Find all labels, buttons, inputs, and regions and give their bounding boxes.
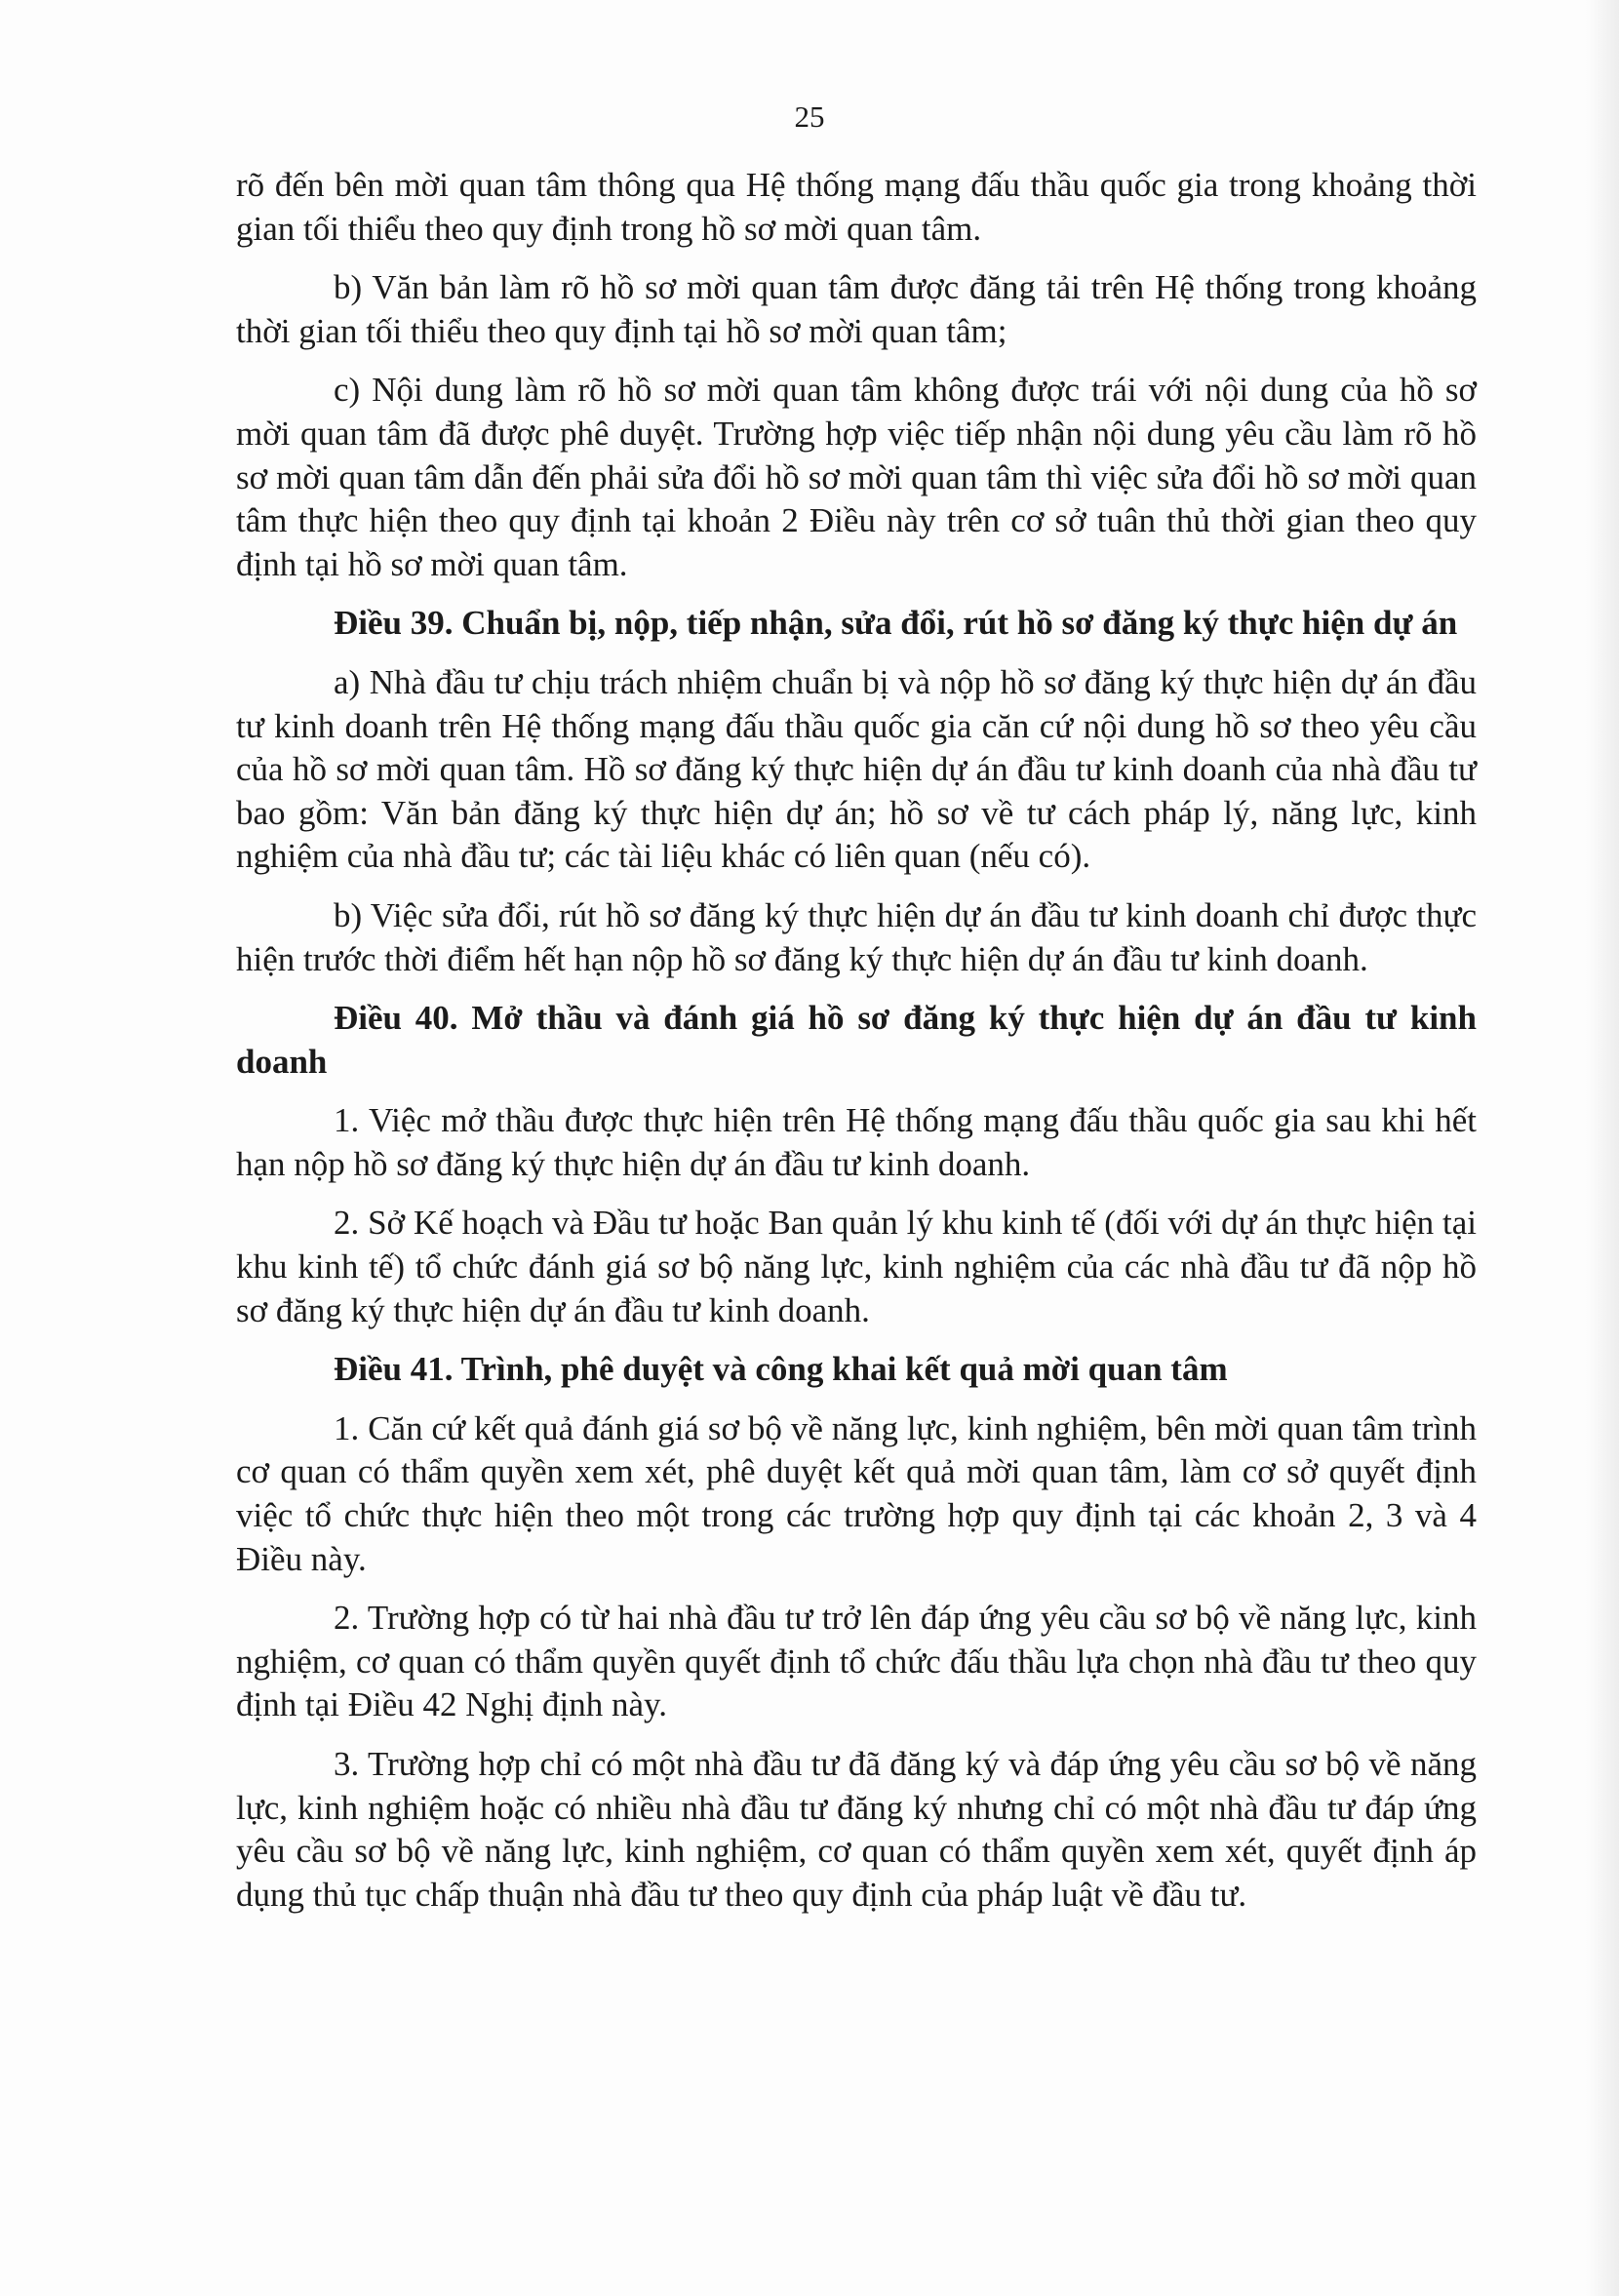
article-41-clause-3: 3. Trường hợp chỉ có một nhà đầu tư đã đăng ký và đáp ứng yêu cầu sơ bộ về năng lực, kinh nghiệm hoặc có nhiều nhà đầu tư đăng ký nhưng chỉ có một nhà đầu tư đáp ứng yêu cầu sơ bộ về năng lực, kinh nghiệm, cơ quan có thẩm quyền xem xét, quyết định áp dụng thủ tục chấp thuận nhà đầu tư theo quy định của pháp luật về đầu tư.	[236, 1745, 1477, 1914]
article-41-clause-1: 1. Căn cứ kết quả đánh giá sơ bộ về năng lực, kinh nghiệm, bên mời quan tâm trình cơ quan có thẩm quyền xem xét, phê duyệt kết quả mời quan tâm, làm cơ sở quyết định việc tổ chức thực hiện theo một trong các trường hợp quy định tại các khoản 2, 3 và 4 Điều này.	[236, 1408, 1477, 1578]
paragraph-item-b: b) Văn bản làm rõ hồ sơ mời quan tâm được đăng tải trên Hệ thống trong khoảng thời gian tối thiểu theo quy định tại hồ sơ mời quan tâm;	[236, 268, 1477, 350]
article-40-heading: Điều 40. Mở thầu và đánh giá hồ sơ đăng ký thực hiện dự án đầu tư kinh doanh	[236, 999, 1477, 1081]
page-number: 25	[794, 99, 825, 134]
paragraph-item-c: c) Nội dung làm rõ hồ sơ mời quan tâm không được trái với nội dung của hồ sơ mời quan tâm đã được phê duyệt. Trường hợp việc tiếp nhận nội dung yêu cầu làm rõ hồ sơ mời quan tâm dẫn đến phải sửa đổi hồ sơ mời quan tâm thì việc sửa đổi hồ sơ mời quan tâm thực hiện theo quy định tại khoản 2 Điều này trên cơ sở tuân thủ thời gian theo quy định tại hồ sơ mời quan tâm.	[236, 371, 1477, 583]
document-body	[236, 164, 1477, 1917]
article-41-clause-2: 2. Trường hợp có từ hai nhà đầu tư trở lên đáp ứng yêu cầu sơ bộ về năng lực, kinh nghiệm, cơ quan có thẩm quyền quyết định tổ chức đấu thầu lựa chọn nhà đầu tư theo quy định tại Điều 42 Nghị định này.	[236, 1599, 1477, 1724]
article-39-item-a: a) Nhà đầu tư chịu trách nhiệm chuẩn bị và nộp hồ sơ đăng ký thực hiện dự án đầu tư kinh doanh trên Hệ thống mạng đấu thầu quốc gia căn cứ nội dung hồ sơ theo yêu cầu của hồ sơ mời quan tâm. Hồ sơ đăng ký thực hiện dự án đầu tư kinh doanh của nhà đầu tư bao gồm: Văn bản đăng ký thực hiện dự án; hồ sơ về tư cách pháp lý, năng lực, kinh nghiệm của nhà đầu tư; các tài liệu khác có liên quan (nếu có).	[236, 662, 1477, 876]
article-41-heading: Điều 41. Trình, phê duyệt và công khai kết quả mời quan tâm	[334, 1350, 1228, 1389]
scan-edge-shadow	[1586, 0, 1619, 2296]
article-39-item-b: b) Việc sửa đổi, rút hồ sơ đăng ký thực hiện dự án đầu tư kinh doanh chỉ được thực hiện trước thời điểm hết hạn nộp hồ sơ đăng ký thực hiện dự án đầu tư kinh doanh.	[236, 895, 1477, 978]
paragraph-continuation: rõ đến bên mời quan tâm thông qua Hệ thống mạng đấu thầu quốc gia trong khoảng thời gian tối thiểu theo quy định trong hồ sơ mời quan tâm.	[236, 166, 1477, 248]
article-40-clause-2: 2. Sở Kế hoạch và Đầu tư hoặc Ban quản lý khu kinh tế (đối với dự án thực hiện tại khu kinh tế) tổ chức đánh giá sơ bộ năng lực, kinh nghiệm của các nhà đầu tư đã nộp hồ sơ đăng ký thực hiện dự án đầu tư kinh doanh.	[236, 1204, 1477, 1329]
article-40-clause-1: 1. Việc mở thầu được thực hiện trên Hệ thống mạng đấu thầu quốc gia sau khi hết hạn nộp hồ sơ đăng ký thực hiện dự án đầu tư kinh doanh.	[236, 1101, 1477, 1183]
article-39-heading: Điều 39. Chuẩn bị, nộp, tiếp nhận, sửa đổi, rút hồ sơ đăng ký thực hiện dự án	[334, 604, 1458, 643]
